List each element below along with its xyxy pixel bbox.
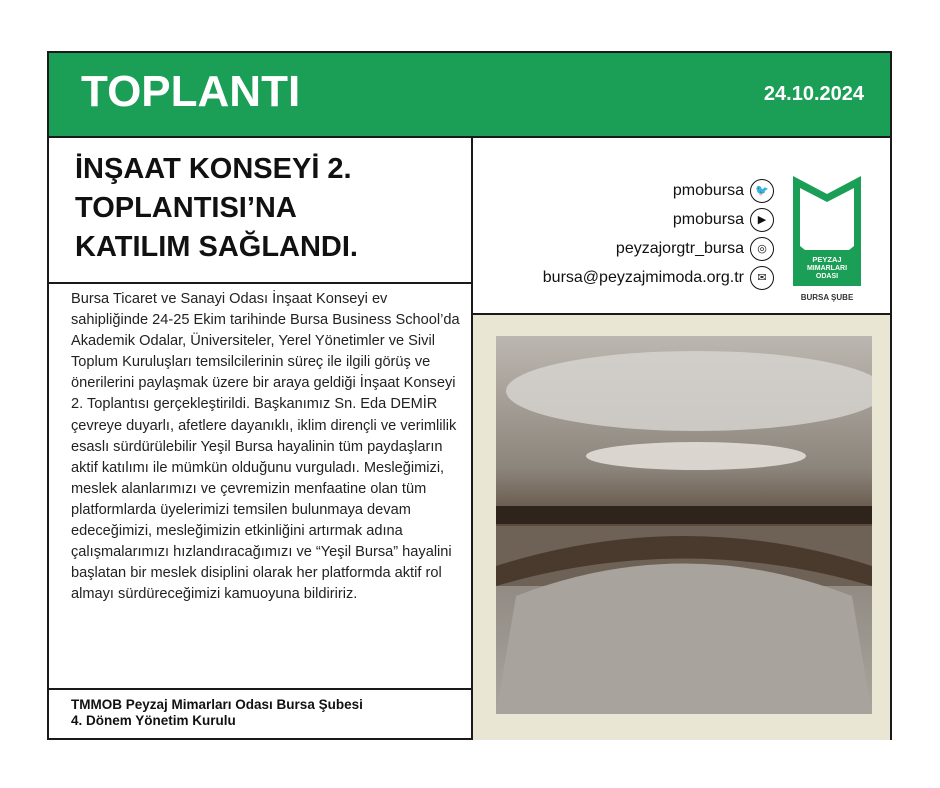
- signature: [49, 690, 471, 729]
- meeting-photo: [496, 336, 872, 714]
- header-title: TOPLANTI: [81, 67, 301, 116]
- instagram-icon: ◎: [750, 237, 774, 261]
- signature-line: TMMOB Peyzaj Mimarları Odası Bursa Şubesi: [71, 697, 363, 712]
- headline-line: KATILIM SAĞLANDI.: [75, 231, 358, 263]
- headline: [49, 138, 471, 284]
- headline-line: TOPLANTISI’NA: [75, 192, 297, 224]
- body-text: Bursa Ticaret ve Sanayi Odası İnşaat Konseyi ev sahipliğinde 24-25 Ekim tarihinde Bursa Business School’da Akademik Odalar, Üniversiteler, Yerel Yönetimler ve Sivil Toplum Kuruluşları temsilcilerinin süreç ile ilgili görüş ve önerilerini paylaşmak üzere bir araya geldiği İnşaat Konseyi 2. Toplantısı gerçekleştirildi. Başkanımız Sn. Eda DEMİR çevreye duyarlı, afetlere dayanıklı, iklim dirençli ve verimlilik esaslı sürdürülebilir Yeşil Bursa hayalinin tüm paydaşların aktif katılımı ile mümkün olduğunu vurguladı. Mesleğimizi, meslek alanlarımızı ve çevremizin menfaatine olan tüm platformlarda üyelerimizi temsilen bulunmaya devam edeceğimizi, mesleğimizin etkinliğini artırmak adına çalışmalarımızı hızlandıracağımızı ve “Yeşil Bursa” hayalini başlatan bir meslek disiplini olarak her platformda aktif rol almayı sürdüreceğimizi kamuoyuna bildiririz.: [49, 284, 471, 690]
- social-instagram[interactable]: peyzajorgtr_bursa ◎: [543, 234, 774, 263]
- twitter-icon: 🐦: [750, 179, 774, 203]
- photo-panel: [473, 315, 890, 740]
- svg-text:PEYZAJ: PEYZAJ: [812, 255, 842, 264]
- header-bar: [49, 53, 890, 138]
- svg-text:MIMARLARI: MIMARLARI: [806, 265, 848, 272]
- social-youtube[interactable]: pmobursa ▶: [543, 205, 774, 234]
- mail-icon: ✉: [750, 266, 774, 290]
- header-date: 24.10.2024: [763, 83, 864, 105]
- left-column: [49, 138, 473, 740]
- logo-branch: BURSA ŞUBE: [800, 293, 854, 302]
- poster: [47, 51, 892, 740]
- social-twitter[interactable]: pmobursa 🐦: [543, 176, 774, 205]
- signature-line: 4. Dönem Yönetim Kurulu: [71, 713, 236, 728]
- logo: [791, 174, 863, 302]
- youtube-icon: ▶: [750, 208, 774, 232]
- headline-line: İNŞAAT KONSEYİ 2.: [75, 153, 352, 185]
- social-mail[interactable]: bursa@peyzajmimoda.org.tr ✉: [543, 263, 774, 292]
- contact-panel: [473, 138, 890, 315]
- social-list: [543, 176, 774, 292]
- svg-text:ODASI: ODASI: [815, 273, 839, 280]
- logo-shield-icon: [791, 174, 863, 286]
